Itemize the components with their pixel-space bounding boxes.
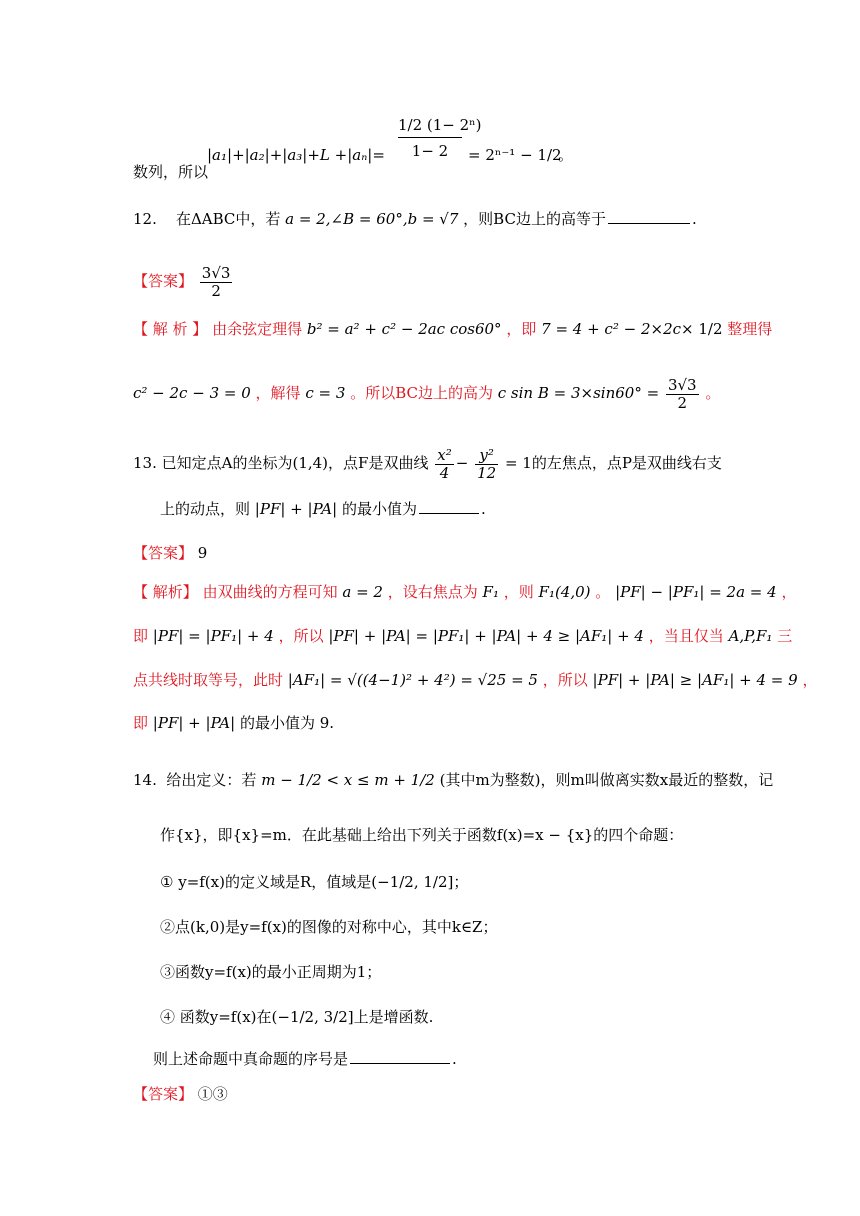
q12-stem-b: ，则BC边上的高等于 [463, 210, 606, 228]
q13-d2: 的最小值为 9. [239, 714, 335, 732]
q13-hyper-1-num: x² [437, 446, 452, 464]
q14-item-1: ① y=f(x)的定义域是R，值域是(−1/2, 1/2]； [160, 873, 469, 891]
q12-condition: a = 2,∠B = 60°,b = √7 [285, 210, 459, 228]
q12-answer-num: 3√3 [201, 264, 231, 282]
q13-a2-eq: F₁ [482, 583, 499, 601]
q13-a1-eq: a = 2 [342, 583, 383, 601]
q12-stem-a: 在ΔABC中，若 [175, 210, 281, 228]
q13-c3: ， [802, 671, 818, 689]
q13-d1-eq: |PF| + |PA| [152, 714, 236, 732]
q13-hyper-2-num: y² [475, 447, 498, 465]
q12-eq-1: b² = a² + c² − 2ac cos60° [306, 320, 502, 338]
q13-number: 13. [133, 454, 157, 472]
q13-c1-eq: |AF₁| = √((4−1)² + 4²) = √25 = 5 [287, 671, 538, 689]
q13-b2: ，所以 [278, 627, 324, 645]
q11-period: 。 [558, 146, 574, 164]
q12-end: . [691, 210, 697, 228]
q13-stem-4: 的最小值为 [341, 500, 417, 518]
q12-answer-line [133, 265, 234, 299]
q13-analysis-line4 [133, 716, 334, 731]
q14-line1 [133, 773, 773, 788]
q12-eq-5-frac [666, 377, 699, 411]
q13-a3-eq: F₁(4,0) [538, 583, 591, 601]
q14-line-final [153, 1052, 457, 1067]
q13-b1: 即 [133, 627, 149, 645]
q13-answer-label: 【答案】 [133, 544, 194, 562]
q13-stem-2: = 1的左焦点，点P是双曲线右支 [504, 454, 722, 472]
q13-a4-end: ， [781, 583, 797, 601]
q13-hyper-frac-2 [475, 447, 498, 481]
q13-stem-1: 已知定点A的坐标为(1,4)，点F是双曲线 [161, 454, 429, 472]
q12-analysis-2: ，即 [506, 320, 537, 338]
q12-eq-3: c² − 2c − 3 = 0 [133, 384, 251, 402]
q12-eq-4: c = 3 [305, 384, 346, 402]
q12-half: 1/2 [698, 320, 723, 338]
q13-analysis-line1 [133, 585, 796, 600]
q11-result: = 2ⁿ⁻¹ − 1/2 [468, 146, 562, 164]
q13-answer-line [133, 546, 207, 561]
q12-number: 12. [133, 210, 157, 228]
q13-c1: 点共线时取等号，此时 [133, 671, 284, 689]
q14-answer-line [133, 1087, 228, 1102]
q12-answer-den: 2 [211, 281, 221, 300]
q12-analysis-line1 [133, 322, 772, 337]
q13-a4-eq: |PF| − |PF₁| = 2a = 4 [615, 583, 777, 601]
q12-analysis-line2 [133, 377, 720, 411]
q12-analysis-5: 。所以BC边上的高为 [350, 384, 493, 402]
q12-line [133, 212, 697, 227]
q11-frac [398, 116, 482, 160]
q14-item-3: ③函数y=f(x)的最小正周期为1； [160, 963, 382, 981]
q14-answer-label: 【答案】 [133, 1085, 194, 1103]
q14-stem-1: 给出定义：若 [166, 771, 257, 789]
q13-answer: 9 [197, 544, 208, 562]
q13-c2-eq: |PF| + |PA| ≥ |AF₁| + 4 = 9 [592, 671, 798, 689]
q13-line1: 13. 已知定点A的坐标为(1,4)，点F是双曲线 $\frac{\text{x²}}{4}$ − $\frac{\text{y²}}{12}$ = 1的左焦点，点P是双曲线右支 [133, 446, 722, 482]
q14-ineq: m − 1/2 < x ≤ m + 1/2 [261, 771, 435, 789]
q11-frac-top: 1/2 (1− 2ⁿ) [398, 118, 462, 138]
q13-a2: ，设右焦点为 [387, 583, 478, 601]
q13-b1-eq: |PF| = |PF₁| + 4 [152, 627, 274, 645]
q13-a1: 由双曲线的方程可知 [202, 583, 338, 601]
q13-b2-eq: |PF| + |PA| = |PF₁| + |PA| + 4 ≥ |AF₁| + 4 [328, 627, 644, 645]
q14-stem-4: 则上述命题中真命题的序号是 [153, 1050, 349, 1068]
q13-hyper-2-den: 12 [477, 463, 497, 482]
q11-prefix: 数列，所以 [133, 163, 209, 181]
q13-analysis-line2 [133, 629, 792, 644]
q14-item-4: ④ 函数y=f(x)在(−1/2, 3/2]上是增函数. [160, 1008, 434, 1026]
q12-eq-5-num: 3√3 [667, 376, 697, 394]
q13-end: . [480, 500, 486, 518]
q13-hyper-1-den: 4 [439, 463, 450, 482]
q12-eq-2: 7 = 4 + c² − 2×2c× [541, 320, 694, 338]
q14-item-2: ②点(k,0)是y=f(x)的图像的对称中心，其中k∈Z； [160, 918, 498, 936]
q12-analysis-4: ，解得 [255, 384, 301, 402]
q14-end: . [452, 1050, 457, 1068]
q13-analysis-label: 【 解析】 [133, 583, 198, 601]
q12-eq-5: c sin B = 3×sin60° = [497, 384, 660, 402]
q12-answer-frac [200, 265, 233, 299]
q12-answer-blank [608, 222, 690, 224]
q13-line2 [160, 502, 486, 517]
q12-answer-label: 【答案】 [133, 272, 194, 290]
q14-stem-3: 作{x}，即{x}=m．在此基础上给出下列关于函数f(x)=x − {x}的四个命题： [160, 826, 684, 844]
q12-analysis-label: 【 解 析 】 [133, 320, 208, 338]
q12-analysis-3: 整理得 [727, 320, 773, 338]
q13-expr: |PF| + |PA| [254, 500, 338, 518]
q14-answer: ①③ [197, 1085, 228, 1103]
q13-a3: ，则 [503, 583, 534, 601]
q11-frac-bottom: 1− 2 [411, 142, 449, 160]
q12-analysis-1: 由余弦定理得 [212, 320, 303, 338]
q13-a4: 。 [595, 583, 611, 601]
q11-sum-lhs: |a₁|+|a₂|+|a₃|+L +|aₙ|= [207, 146, 385, 164]
q13-c2: ，所以 [542, 671, 588, 689]
q13-analysis-line3 [133, 673, 817, 688]
q14-number: 14. [133, 771, 157, 789]
q12-eq-5-den: 2 [677, 393, 688, 412]
q13-hyper-frac-1 [435, 447, 453, 481]
q13-b4: 三 [777, 627, 793, 645]
q13-stem-3: 上的动点，则 [160, 500, 251, 518]
q13-d1: 即 [133, 714, 149, 732]
q13-b3: ，当且仅当 [648, 627, 724, 645]
q14-stem-2: (其中m为整数)，则m叫做离实数x最近的整数，记 [439, 771, 774, 789]
q13-answer-blank [419, 512, 479, 514]
q12-analysis-6: 。 [705, 384, 721, 402]
q13-b3-eq: A,P,F₁ [728, 627, 773, 645]
q14-answer-blank [350, 1062, 450, 1064]
